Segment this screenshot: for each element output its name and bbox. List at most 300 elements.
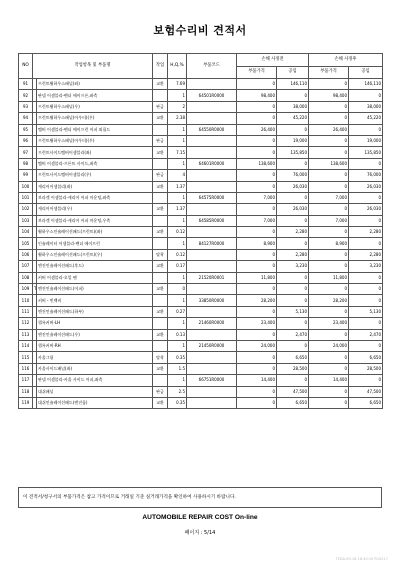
cell-work: [153, 215, 168, 226]
cell-hq: 1: [168, 135, 187, 146]
cell-code: 64585R0000: [187, 215, 237, 226]
cell-hq: 1: [168, 295, 187, 306]
cell-before-labor: 26,030: [277, 181, 309, 192]
cell-before-parts: 24,000: [237, 340, 277, 351]
cell-no: 91: [19, 79, 33, 90]
cell-no: 98: [19, 158, 33, 169]
table-row: [19, 124, 383, 135]
footer-title: AUTOMOBILE REPAIR COST On-line: [142, 514, 258, 521]
cell-code: 66751R0000: [187, 375, 237, 386]
cell-before-parts: 0: [237, 249, 277, 260]
cell-after-parts: 0: [309, 363, 349, 374]
cell-before-parts: 0: [237, 147, 277, 158]
cell-hq: 1: [168, 340, 187, 351]
cell-after-parts: 0: [309, 204, 349, 215]
cell-item: 프런트휠하우스패널(우): [37, 101, 153, 112]
cell-code: 84127R0000: [187, 238, 237, 249]
table-row: [19, 90, 383, 101]
col-after-labor: 공임: [349, 66, 383, 79]
cell-before-parts: 0: [237, 306, 277, 317]
cell-after-parts: 26,400: [309, 124, 349, 135]
cell-before-labor: 6,650: [277, 352, 309, 363]
cell-hq: 0.35: [168, 397, 187, 408]
cell-before-labor: 26,030: [277, 204, 309, 215]
cell-item: 대쉬패널: [37, 386, 153, 397]
cell-work: [153, 90, 168, 101]
cell-after-parts: 0: [309, 227, 349, 238]
col-work: 작업: [153, 54, 168, 79]
cell-item: 프런트사이드멤버어셈블리(좌): [37, 147, 153, 158]
cell-after-parts: 0: [309, 261, 349, 272]
cell-before-parts: 98,400: [237, 90, 277, 101]
cell-item: 카울그릴: [37, 352, 153, 363]
cell-before-labor: 28,500: [277, 363, 309, 374]
cell-before-parts: 0: [237, 363, 277, 374]
cell-before-labor: 0: [277, 124, 309, 135]
cell-hq: 0.12: [168, 249, 187, 260]
cell-no: 105: [19, 238, 33, 249]
cell-work: 판금: [153, 170, 168, 181]
cell-before-labor: 76,000: [277, 170, 309, 181]
cell-no: 111: [19, 306, 33, 317]
cell-code: 64550R0000: [187, 124, 237, 135]
cell-before-labor: 45,220: [277, 113, 309, 124]
cell-code: 21450R0000: [187, 340, 237, 351]
cell-before-labor: 135,850: [277, 147, 309, 158]
cell-no: 100: [19, 181, 33, 192]
cell-after-labor: 0: [349, 318, 383, 329]
table-row: [19, 238, 383, 249]
cell-no: 115: [19, 352, 33, 363]
table-row: [19, 192, 383, 203]
table-row: [19, 318, 383, 329]
cell-before-parts: 23,400: [237, 318, 277, 329]
cell-after-labor: 0: [349, 215, 383, 226]
cell-before-parts: 7,000: [237, 192, 277, 203]
cell-before-parts: 0: [237, 284, 277, 295]
cell-before-labor: 146,110: [277, 79, 309, 90]
cell-code: 21520R0001: [187, 272, 237, 283]
cell-before-parts: 14,400: [237, 375, 277, 386]
cell-code: 64601R0000: [187, 158, 237, 169]
table-row: [19, 101, 383, 112]
cell-no: 112: [19, 318, 33, 329]
cell-work: 교환: [153, 363, 168, 374]
cell-code: [187, 306, 237, 317]
cell-no: 93: [19, 101, 33, 112]
cell-item: 휠하우스인슐레이션패드(프런트)(우): [37, 249, 153, 260]
cell-after-labor: 38,000: [349, 101, 383, 112]
cell-hq: 1: [168, 90, 187, 101]
table-row: [19, 158, 383, 169]
table-row: [19, 329, 383, 340]
cell-work: [153, 238, 168, 249]
cell-before-labor: 2,280: [277, 249, 309, 260]
cell-before-parts: 0: [237, 386, 277, 397]
cell-before-parts: 138,600: [237, 158, 277, 169]
cell-before-labor: 0: [277, 238, 309, 249]
cell-before-parts: 0: [237, 135, 277, 146]
cell-code: [187, 113, 237, 124]
cell-before-parts: 7,000: [237, 215, 277, 226]
cell-before-labor: 2,280: [277, 227, 309, 238]
cell-item: 커버 어셈블리-오일 팬: [37, 272, 153, 283]
cell-before-parts: 0: [237, 113, 277, 124]
cell-after-parts: 0: [309, 135, 349, 146]
cell-after-parts: 23,400: [309, 318, 349, 329]
cell-code: [187, 79, 237, 90]
table-row: [19, 113, 383, 124]
cell-item: 엔진인슐레이션패드(후드): [37, 261, 153, 272]
cell-no: 106: [19, 249, 33, 260]
cell-item: 프런트사이드멤버어셈블리(우): [37, 170, 153, 181]
cell-hq: 0: [168, 284, 187, 295]
cell-after-parts: 0: [309, 352, 349, 363]
cell-item: 헬륵커버-RH: [37, 340, 153, 351]
cell-before-labor: 47,500: [277, 386, 309, 397]
cell-item: 프런트휠하우스패널(아우터)(우): [37, 113, 153, 124]
cell-no: 107: [19, 261, 33, 272]
cell-before-labor: 0: [277, 272, 309, 283]
cell-item: 엔진인슐레이션패드(우): [37, 329, 153, 340]
cell-after-labor: 146,110: [349, 79, 383, 90]
cell-work: 판금: [153, 135, 168, 146]
table-row: [19, 215, 383, 226]
cell-hq: 0.12: [168, 227, 187, 238]
page-number: 페이지 : 5/14: [184, 530, 216, 536]
cell-before-parts: 0: [237, 181, 277, 192]
cell-after-parts: 0: [309, 386, 349, 397]
cell-code: [187, 170, 237, 181]
cell-after-labor: 2,470: [349, 329, 383, 340]
table-row: [19, 170, 383, 181]
cell-after-labor: 2,280: [349, 249, 383, 260]
cell-mark: T: [33, 284, 37, 295]
table-row: [19, 306, 383, 317]
col-hq: H,Q,%: [168, 54, 187, 79]
table-row: [19, 79, 383, 90]
cell-before-parts: 0: [237, 101, 277, 112]
cell-no: 103: [19, 215, 33, 226]
cell-code: 33850R0000: [187, 295, 237, 306]
cell-work: [153, 272, 168, 283]
cell-before-labor: 2,470: [277, 329, 309, 340]
cell-before-parts: 26,400: [237, 124, 277, 135]
cell-after-parts: 138,600: [309, 158, 349, 169]
cell-before-parts: 0: [237, 397, 277, 408]
cell-code: [187, 147, 237, 158]
cell-hq: 1: [168, 192, 187, 203]
cell-after-parts: 0: [309, 147, 349, 158]
cell-after-labor: 0: [349, 272, 383, 283]
col-before: 손해 사정전: [237, 54, 309, 67]
cell-after-parts: 0: [309, 397, 349, 408]
cell-no: 97: [19, 147, 33, 158]
cell-code: [187, 135, 237, 146]
cell-before-labor: 0: [277, 375, 309, 386]
cell-hq: 0.35: [168, 352, 187, 363]
cell-item: 판넬 어셈블리-카울 사이드 어퍼,좌측: [37, 375, 153, 386]
cell-work: [153, 192, 168, 203]
cell-item: 멤버 어셈블리-프론트 사이드,좌측: [37, 158, 153, 169]
cell-before-parts: 0: [237, 227, 277, 238]
cell-item: 브라켓 어셈블리-캐리어 어퍼 마운팅,우측: [37, 215, 153, 226]
cell-after-labor: 0: [349, 284, 383, 295]
cell-after-parts: 24,000: [309, 340, 349, 351]
cell-hq: 1: [168, 124, 187, 135]
cell-item: 캐리어어셈블리(우): [37, 204, 153, 215]
cell-item: 휠하우스인슐레이션패드(프런트)(좌): [37, 227, 153, 238]
cell-code: [187, 101, 237, 112]
cell-hq: 7.15: [168, 147, 187, 158]
cell-item: 엔진인슐레이션패드(하부): [37, 306, 153, 317]
cell-hq: 1.5: [168, 363, 187, 374]
cell-hq: 0.17: [168, 261, 187, 272]
cell-hq: 1.37: [168, 204, 187, 215]
cell-item: 헬륵커버-LH: [37, 318, 153, 329]
cell-after-labor: 0: [349, 295, 383, 306]
cell-item: 브라켓 어셈블리-캐리어 어퍼 마운팅,좌측: [37, 192, 153, 203]
print-stamp: TEDA-09-16-16:40:10 R10217: [335, 557, 388, 561]
cell-no: 108: [19, 272, 33, 283]
cell-code: [187, 386, 237, 397]
table-row: [19, 375, 383, 386]
cell-before-parts: 28,200: [237, 295, 277, 306]
cell-after-labor: 45,220: [349, 113, 383, 124]
cell-work: 교환: [153, 306, 168, 317]
cell-code: [187, 284, 237, 295]
table-row: [19, 249, 383, 260]
cell-hq: 2: [168, 101, 187, 112]
col-code: 부품코드: [187, 54, 237, 79]
cell-code: [187, 227, 237, 238]
cell-code: [187, 249, 237, 260]
cell-code: [187, 204, 237, 215]
cell-work: 교환: [153, 397, 168, 408]
cell-after-labor: 0: [349, 340, 383, 351]
table-row: [19, 397, 383, 408]
cell-hq: 2.5: [168, 386, 187, 397]
cell-work: 탈착: [153, 249, 168, 260]
cell-item: 멤버 어셈블리-펜더 에이프런 어퍼 외필드: [37, 124, 153, 135]
cell-hq: 1.37: [168, 181, 187, 192]
cell-after-parts: 7,000: [309, 215, 349, 226]
cell-work: 교환: [153, 284, 168, 295]
document-title: 보험수리비 견적서: [153, 24, 247, 37]
table-row: [19, 352, 383, 363]
cell-work: [153, 375, 168, 386]
col-after-parts: 부품가격: [309, 66, 349, 79]
cell-after-parts: 0: [309, 306, 349, 317]
cell-after-labor: 0: [349, 158, 383, 169]
cell-after-parts: 11,800: [309, 272, 349, 283]
cell-no: 92: [19, 90, 33, 101]
cell-hq: 1: [168, 238, 187, 249]
cell-code: [187, 397, 237, 408]
cell-work: [153, 295, 168, 306]
cell-work: 교환: [153, 181, 168, 192]
cell-before-labor: 0: [277, 318, 309, 329]
cell-after-parts: 0: [309, 284, 349, 295]
cell-after-labor: 47,500: [349, 386, 383, 397]
cell-no: 101: [19, 192, 33, 203]
estimate-table: [18, 53, 383, 409]
cell-hq: 2.38: [168, 113, 187, 124]
cell-before-labor: 0: [277, 284, 309, 295]
cell-before-parts: 8,900: [237, 238, 277, 249]
cell-code: [187, 352, 237, 363]
cell-after-labor: 6,650: [349, 397, 383, 408]
col-before-parts: 부품가격: [237, 66, 277, 79]
cell-work: 교환: [153, 147, 168, 158]
cell-code: [187, 329, 237, 340]
cell-before-parts: 0: [237, 204, 277, 215]
cell-after-parts: 0: [309, 181, 349, 192]
table-row: [19, 284, 383, 295]
price-note: 이 견적서/청구서의 부품가격은 참고 가격이므로 거래일 기준 실거래가격을 확인하여 사용하시기 바랍니다.: [18, 487, 382, 508]
cell-hq: 1: [168, 158, 187, 169]
table-row: [19, 147, 383, 158]
table-row: [19, 272, 383, 283]
cell-work: [153, 318, 168, 329]
cell-work: 교환: [153, 204, 168, 215]
cell-before-labor: 0: [277, 295, 309, 306]
cell-work: 교환: [153, 113, 168, 124]
cell-before-parts: 11,800: [237, 272, 277, 283]
table-row: [19, 340, 383, 351]
cell-after-labor: 28,500: [349, 363, 383, 374]
cell-after-parts: 14,400: [309, 375, 349, 386]
cell-before-labor: 0: [277, 340, 309, 351]
cell-after-parts: 7,000: [309, 192, 349, 203]
cell-code: 64575R0000: [187, 192, 237, 203]
cell-no: 113: [19, 329, 33, 340]
cell-no: 104: [19, 227, 33, 238]
cell-no: 109: [19, 284, 33, 295]
cell-hq: 0.13: [168, 329, 187, 340]
cell-before-labor: 3,230: [277, 261, 309, 272]
cell-after-labor: 26,030: [349, 181, 383, 192]
cell-no: 102: [19, 204, 33, 215]
cell-work: [153, 340, 168, 351]
cell-after-labor: 0: [349, 375, 383, 386]
cell-no: 119: [19, 397, 33, 408]
cell-after-labor: 0: [349, 124, 383, 135]
cell-no: 114: [19, 340, 33, 351]
cell-item: 커버 - 빈백비: [37, 295, 153, 306]
cell-work: 판금: [153, 386, 168, 397]
cell-after-parts: 8,900: [309, 238, 349, 249]
cell-before-parts: 0: [237, 170, 277, 181]
table-row: [19, 295, 383, 306]
table-row: [19, 227, 383, 238]
cell-after-parts: 0: [309, 170, 349, 181]
cell-after-labor: 0: [349, 90, 383, 101]
cell-item: 판넬 어셈블리-펜더 에이프론,좌측: [37, 90, 153, 101]
cell-hq: 0.27: [168, 306, 187, 317]
cell-work: [153, 124, 168, 135]
cell-after-parts: 0: [309, 101, 349, 112]
table-row: [19, 135, 383, 146]
cell-work: 판금: [153, 101, 168, 112]
cell-work: 교환: [153, 227, 168, 238]
cell-hq: 4: [168, 170, 187, 181]
cell-item: 인슐레이터 어셈블리-펜더 에이프런: [37, 238, 153, 249]
cell-no: 94: [19, 113, 33, 124]
table-row: [19, 386, 383, 397]
cell-no: 118: [19, 386, 33, 397]
cell-before-labor: 0: [277, 215, 309, 226]
cell-code: 64501R0000: [187, 90, 237, 101]
cell-hq: 1: [168, 318, 187, 329]
cell-no: 99: [19, 170, 33, 181]
cell-no: 117: [19, 375, 33, 386]
col-before-labor: 공임: [277, 66, 309, 79]
cell-work: 교환: [153, 79, 168, 90]
col-item: 작업항목 및 부품명: [33, 54, 153, 79]
cell-code: [187, 181, 237, 192]
cell-work: 교환: [153, 261, 168, 272]
cell-before-labor: 0: [277, 158, 309, 169]
cell-item: 엔진인슐레이션패드(어퍼): [37, 284, 153, 295]
cell-before-labor: 5,130: [277, 306, 309, 317]
cell-item: 대쉬인슐레이션패드(엔진룸): [37, 397, 153, 408]
cell-before-labor: 38,000: [277, 101, 309, 112]
cell-work: [153, 158, 168, 169]
cell-after-labor: 6,650: [349, 352, 383, 363]
cell-hq: 1: [168, 215, 187, 226]
cell-after-parts: 0: [309, 113, 349, 124]
cell-after-labor: 135,850: [349, 147, 383, 158]
cell-item: 카울사이드패널(좌): [37, 363, 153, 374]
cell-hq: 7.69: [168, 79, 187, 90]
cell-after-labor: 19,000: [349, 135, 383, 146]
cell-no: 110: [19, 295, 33, 306]
cell-after-parts: 0: [309, 329, 349, 340]
col-after: 손해 사정후: [309, 54, 383, 67]
cell-before-parts: 0: [237, 352, 277, 363]
cell-after-labor: 76,000: [349, 170, 383, 181]
cell-after-labor: 26,030: [349, 204, 383, 215]
cell-before-parts: 0: [237, 79, 277, 90]
cell-after-labor: 2,280: [349, 227, 383, 238]
cell-hq: 1: [168, 272, 187, 283]
cell-work: 탈착: [153, 352, 168, 363]
cell-no: 96: [19, 135, 33, 146]
cell-before-parts: 0: [237, 261, 277, 272]
cell-after-parts: 28,200: [309, 295, 349, 306]
cell-work: 교환: [153, 329, 168, 340]
cell-before-labor: 0: [277, 192, 309, 203]
cell-item: 프런트휠하우스패널(아우터)(우): [37, 135, 153, 146]
table-row: [19, 204, 383, 215]
cell-before-parts: 0: [237, 329, 277, 340]
table-row: [19, 181, 383, 192]
cell-before-labor: 19,000: [277, 135, 309, 146]
cell-no: 116: [19, 363, 33, 374]
col-no: NO: [19, 54, 33, 79]
cell-after-labor: 0: [349, 192, 383, 203]
cell-code: 21460R0000: [187, 318, 237, 329]
cell-no: 95: [19, 124, 33, 135]
cell-after-parts: 98,400: [309, 90, 349, 101]
cell-before-labor: 0: [277, 90, 309, 101]
cell-before-labor: 6,650: [277, 397, 309, 408]
cell-hq: 1: [168, 375, 187, 386]
cell-item: 캐리어어셈블리(좌): [37, 181, 153, 192]
cell-item: 프런트휠하우스패널(좌): [37, 79, 153, 90]
cell-after-parts: 0: [309, 79, 349, 90]
